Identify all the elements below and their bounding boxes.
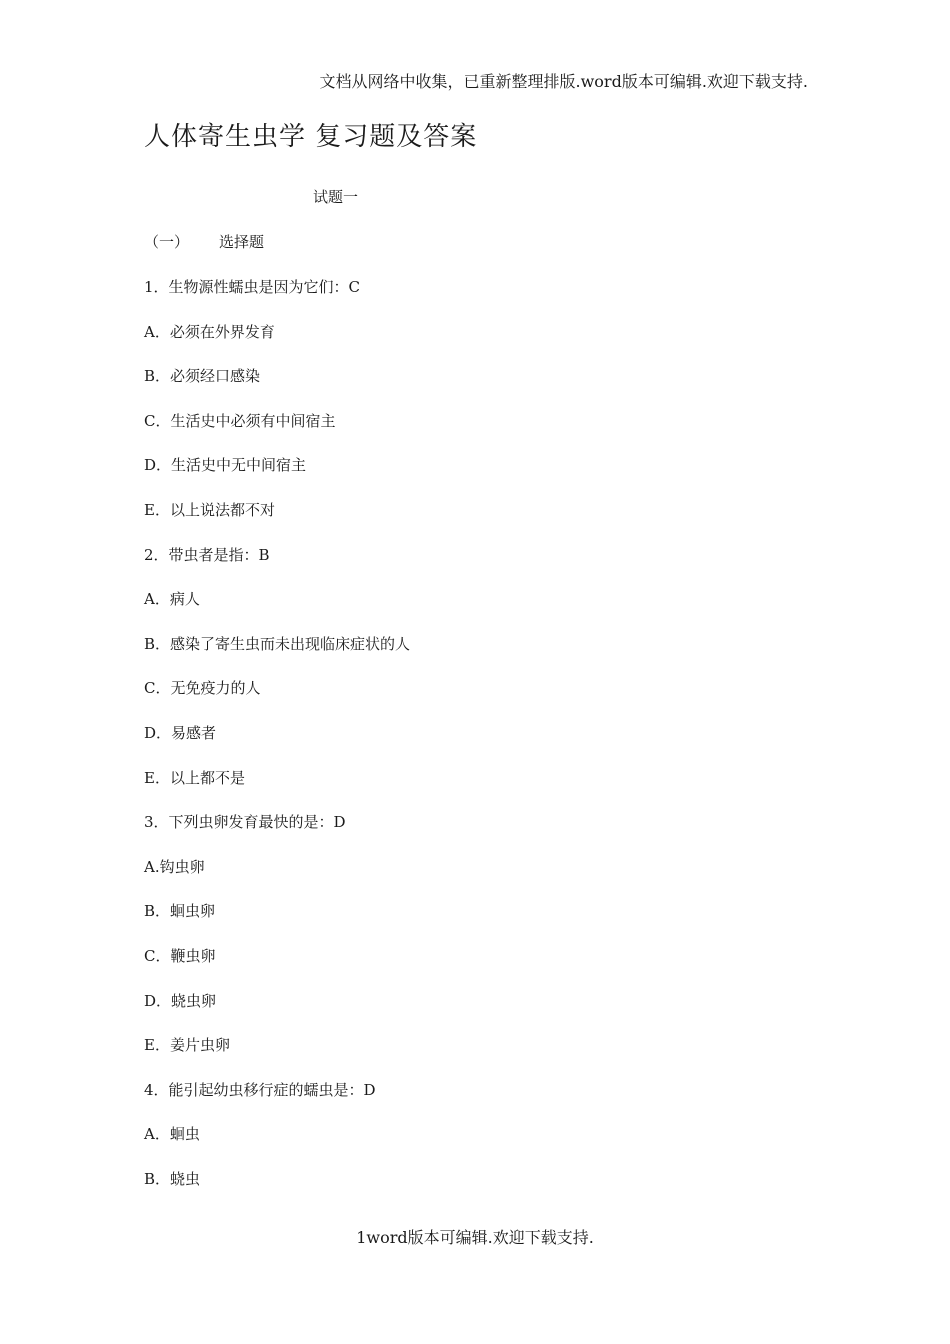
section-number: （一）	[144, 233, 190, 251]
section-label: 选择题	[219, 233, 265, 251]
answer-option: A．病人	[144, 590, 200, 608]
answer-option: A．必须在外界发育	[144, 323, 275, 341]
section-heading	[144, 231, 264, 252]
answer-option: C．生活史中必须有中间宿主	[144, 412, 336, 430]
answer-option: A.钩虫卵	[144, 858, 205, 876]
question-stem: 1．生物源性蠕虫是因为它们：C	[144, 278, 361, 296]
document-title: 人体寄生虫学 复习题及答案	[144, 122, 478, 152]
answer-option: B．必须经口感染	[144, 367, 261, 385]
answer-option: D．易感者	[144, 724, 217, 742]
answer-option: E．以上说法都不对	[144, 501, 275, 519]
answer-option: D．蛲虫卵	[144, 992, 217, 1010]
question-stem: 2．带虫者是指：B	[144, 546, 270, 564]
question-stem: 4．能引起幼虫移行症的蠕虫是：D	[144, 1081, 376, 1099]
answer-option: B．蛔虫卵	[144, 902, 216, 920]
answer-option: E．姜片虫卵	[144, 1036, 230, 1054]
answer-option: A．蛔虫	[144, 1125, 200, 1143]
answer-option: E．以上都不是	[144, 769, 245, 787]
page-footer-note: 1word版本可编辑.欢迎下载支持.	[356, 1228, 594, 1247]
answer-option: B．感染了寄生虫而未出现临床症状的人	[144, 635, 411, 653]
answer-option: C．无免疫力的人	[144, 679, 261, 697]
answer-option: D．生活史中无中间宿主	[144, 456, 307, 474]
exam-subtitle: 试题一	[313, 188, 359, 206]
answer-option: B．蛲虫	[144, 1170, 201, 1188]
question-stem: 3．下列虫卵发育最快的是：D	[144, 813, 346, 831]
page-header-note: 文档从网络中收集，已重新整理排版.word版本可编辑.欢迎下载支持.	[319, 72, 808, 91]
answer-option: C．鞭虫卵	[144, 947, 216, 965]
